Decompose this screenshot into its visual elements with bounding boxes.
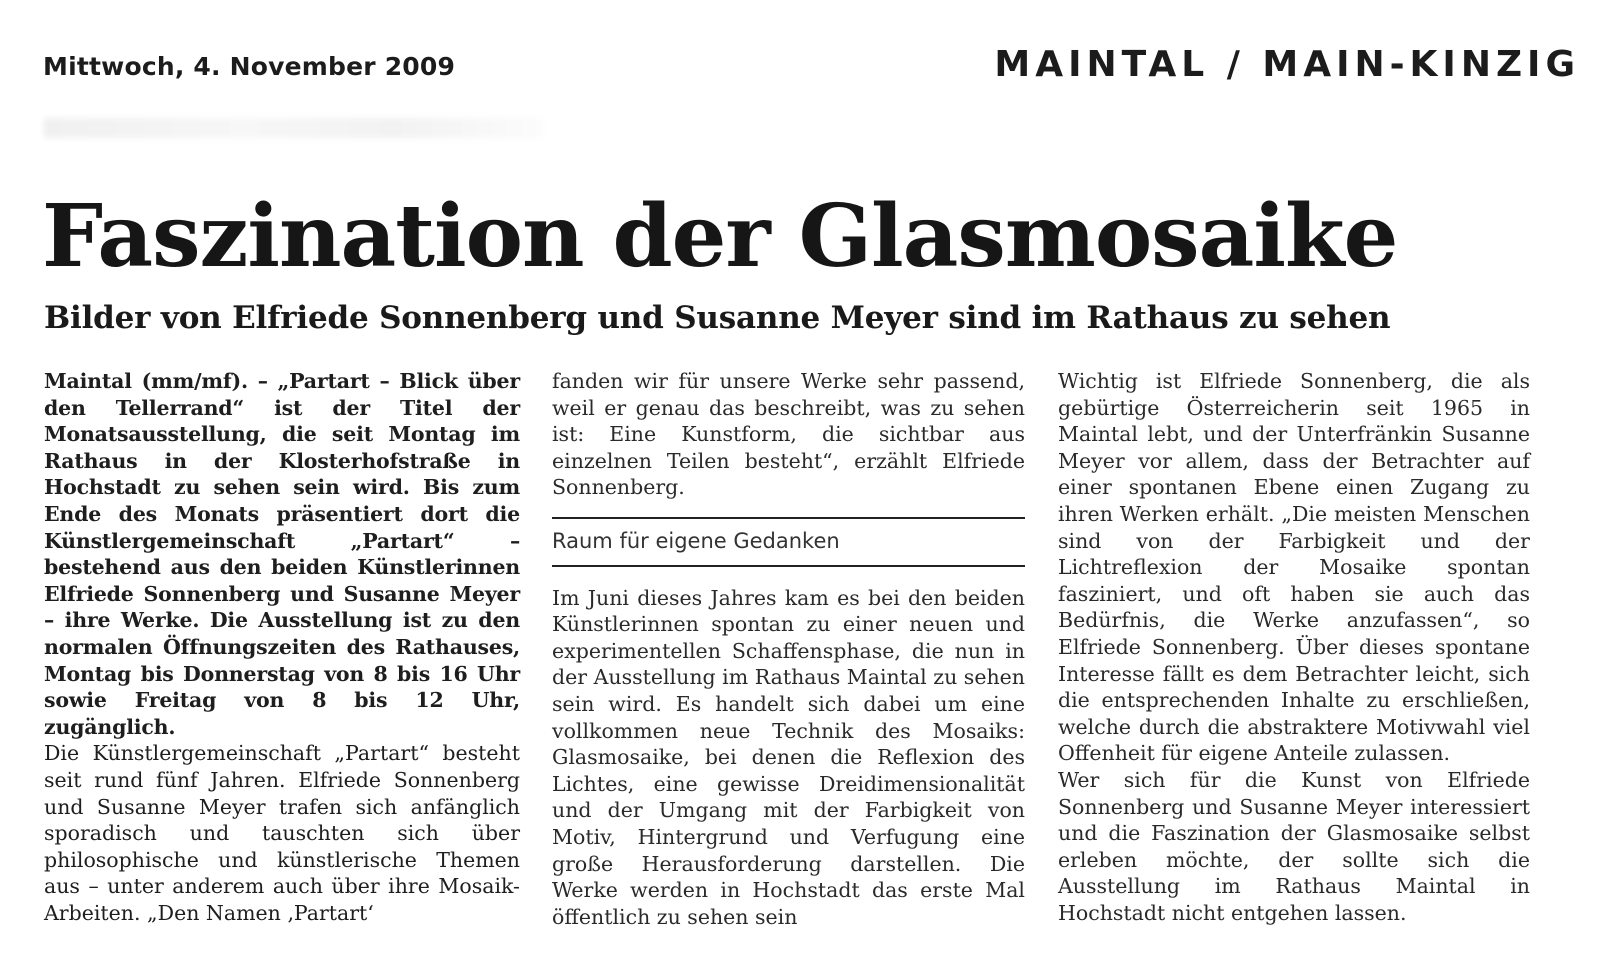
article-subhead-box xyxy=(552,517,1025,567)
article-paragraph: Die Künstlergemeinschaft „Partart“ besteht seit rund fünf Jahren. Elfriede Sonnenberg und Susanne Meyer trafen sich anfänglich sporadisch und tauschten sich über philosophische und künstlerische Themen aus – unter anderem auch über ihre Mosaik-Arbeiten. „Den Namen ‚Partart‘ xyxy=(44,741,520,925)
page-date: Mittwoch, 4. November 2009 xyxy=(43,52,456,81)
article-lead: Maintal (mm/mf). – „Partart – Blick über den Tellerrand“ ist der Titel der Monatsausstellung, die seit Montag im Rathaus in der Klosterhofstraße in Hochstadt zu sehen sein wird. Bis zum Ende des Monats präsentiert dort die Künstlergemeinschaft „Partart“ – bestehend aus den beiden Künstlerinnen Elfriede Sonnenberg und Susanne Meyer – ihre Werke. Die Ausstellung ist zu den normalen Öffnungszeiten des Rathauses, Montag bis Donnerstag von 8 bis 16 Uhr sowie Freitag von 8 bis 12 Uhr, zugänglich. xyxy=(44,369,520,739)
article-column-2 xyxy=(552,368,1025,930)
print-smudge xyxy=(44,118,544,138)
article-subhead: Raum für eigene Gedanken xyxy=(552,528,840,553)
article-paragraph: Im Juni dieses Jahres kam es bei den beiden Künstlerinnen spontan zu einer neuen und experimentellen Schaffensphase, die nun in der Ausstellung im Rathaus Maintal zu sehen sein wird. Es handelt sich dabei um eine vollkommen neue Technik des Mosaiks: Glasmosaike, bei denen die Reflexion des Lichtes, eine gewisse Dreidimensionalität und der Umgang mit der Farbigkeit von Motiv, Hintergrund und Verfugung eine große Herausforderung darstellen. Die Werke werden in Hochstadt das erste Mal öffentlich zu sehen sein xyxy=(552,585,1025,929)
article-subheadline: Bilder von Elfriede Sonnenberg und Susanne Meyer sind im Rathaus zu sehen xyxy=(44,300,1391,336)
article-column-3 xyxy=(1058,368,1530,926)
article-paragraph: fanden wir für unsere Werke sehr passend, weil er genau das beschreibt, was zu sehen ist: Eine Kunstform, die sichtbar aus einzelnen Teilen besteht“, erzählt Elfriede Sonnenberg. xyxy=(552,369,1025,500)
article-paragraph: Wer sich für die Kunst von Elfriede Sonnenberg und Susanne Meyer interessiert und die Faszination der Glasmosaike selbst erleben möchte, der sollte sich die Ausstellung im Rathaus Maintal in Hochstadt nicht entgehen lassen. xyxy=(1058,767,1530,925)
article-paragraph: Wichtig ist Elfriede Sonnenberg, die als gebürtige Österreicherin seit 1965 in Maintal lebt, und der Unterfränkin Susanne Meyer vor allem, dass der Betrachter auf einer spontanen Ebene einen Zugang zu ihren Werken erhält. „Die meisten Menschen sind von der Farbigkeit und der Lichtreflexion der Mosaike spontan fasziniert, und oft haben sie auch das Bedürfnis, die Werke anzufassen“, so Elfriede Sonnenberg. Über dieses spontane Interesse fällt es dem Betrachter leicht, sich die entsprechenden Inhalte zu erschließen, welche durch die abstraktere Motivwahl viel Offenheit für eigene Anteile zulassen. xyxy=(1058,369,1530,766)
article-headline: Faszination der Glasmosaike xyxy=(42,186,1398,287)
section-header: MAINTAL / MAIN-KINZIG xyxy=(994,44,1580,85)
article-column-1 xyxy=(44,368,520,926)
